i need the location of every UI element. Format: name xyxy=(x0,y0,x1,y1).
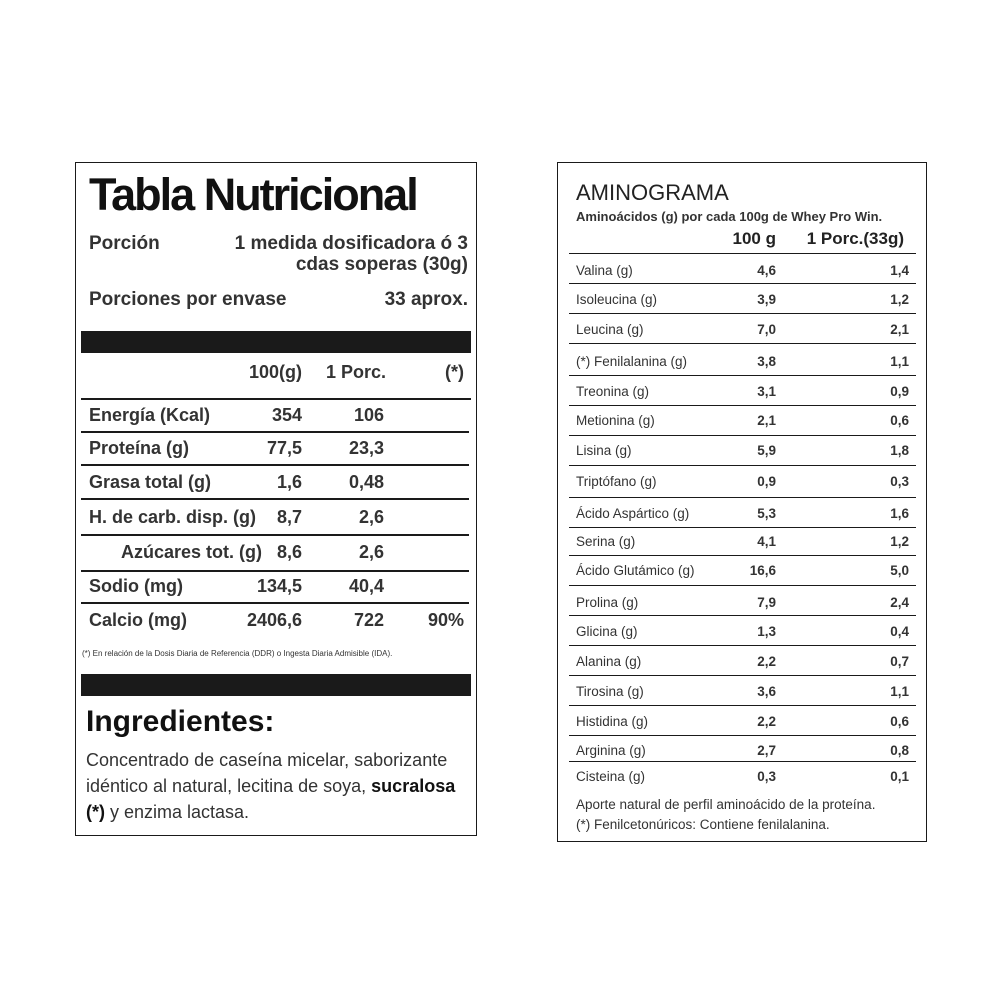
ingredients-title: Ingredientes: xyxy=(86,705,275,738)
amino-acid-per-100g: 3,1 xyxy=(757,384,776,399)
row-divider xyxy=(569,343,916,344)
row-divider xyxy=(569,555,916,556)
header-per-100g: 100(g) xyxy=(248,362,302,382)
header-percent: (*) xyxy=(445,362,464,382)
nutrient-per-portion: 2,6 xyxy=(358,507,384,527)
aminogram-panel xyxy=(557,162,927,842)
amino-acid-name: (*) Fenilalanina (g) xyxy=(576,354,688,369)
nutrient-name: Grasa total (g) xyxy=(89,472,212,492)
amino-acid-per-portion: 0,6 xyxy=(890,413,909,428)
amino-acid-per-100g: 1,3 xyxy=(757,624,776,639)
black-divider-bar xyxy=(81,331,471,353)
row-divider xyxy=(569,435,916,436)
amino-acid-per-100g: 2,2 xyxy=(757,654,776,669)
amino-acid-per-portion: 2,1 xyxy=(890,322,909,337)
amino-acid-name: Cisteina (g) xyxy=(576,769,646,784)
nutrient-name: Sodio (mg) xyxy=(89,576,183,596)
amino-acid-per-100g: 2,1 xyxy=(757,413,776,428)
row-divider xyxy=(569,527,916,528)
amino-acid-per-100g: 3,8 xyxy=(757,354,776,369)
nutrition-row xyxy=(76,434,476,464)
amino-acid-per-portion: 0,8 xyxy=(890,743,909,758)
nutrient-name: Calcio (mg) xyxy=(89,610,188,630)
row-divider xyxy=(569,735,916,736)
nutrient-percent: 90% xyxy=(427,610,464,630)
nutrient-name: Energía (Kcal) xyxy=(89,405,211,425)
aminogram-note-2: (*) Fenilcetonúricos: Contiene fenilalanina. xyxy=(576,817,830,832)
black-divider-bar xyxy=(81,674,471,696)
amino-acid-name: Metionina (g) xyxy=(576,413,655,428)
aminogram-subtitle: Aminoácidos (g) por cada 100g de Whey Pro Win. xyxy=(576,209,883,224)
amino-acid-per-100g: 2,7 xyxy=(757,743,776,758)
amino-acid-per-100g: 16,6 xyxy=(749,563,776,578)
nutrient-per-100g: 2406,6 xyxy=(246,610,302,630)
nutrition-row xyxy=(76,503,476,533)
amino-acid-per-portion: 0,4 xyxy=(890,624,909,639)
row-divider xyxy=(569,405,916,406)
nutrition-row xyxy=(76,401,476,431)
row-divider xyxy=(81,534,469,536)
row-divider xyxy=(81,498,469,500)
amino-acid-per-portion: 1,6 xyxy=(890,506,909,521)
nutrient-per-100g: 1,6 xyxy=(276,472,302,492)
aminogram-header-portion: 1 Porc.(33g) xyxy=(806,229,904,248)
amino-acid-per-portion: 2,4 xyxy=(890,595,909,610)
nutrition-row xyxy=(76,468,476,498)
servings-label: Porciones por envase xyxy=(89,289,287,310)
nutrient-per-100g: 354 xyxy=(271,405,302,425)
portion-value-line-2: cdas soperas (30g) xyxy=(295,254,468,275)
amino-acid-per-100g: 2,2 xyxy=(757,714,776,729)
nutrient-per-100g: 134,5 xyxy=(256,576,302,596)
amino-acid-per-portion: 0,9 xyxy=(890,384,909,399)
ingredients-text-part-2: y enzima lactasa. xyxy=(105,802,250,822)
amino-acid-per-100g: 4,1 xyxy=(757,534,776,549)
amino-acid-per-portion: 1,2 xyxy=(890,292,909,307)
row-divider xyxy=(569,645,916,646)
nutrient-per-portion: 23,3 xyxy=(348,438,384,458)
nutrient-per-100g: 77,5 xyxy=(266,438,302,458)
nutrient-per-portion: 2,6 xyxy=(358,542,384,562)
amino-acid-name: Lisina (g) xyxy=(576,443,632,458)
amino-acid-per-portion: 0,7 xyxy=(890,654,909,669)
amino-acid-per-portion: 0,3 xyxy=(890,474,909,489)
nutrient-per-portion: 0,48 xyxy=(348,472,384,492)
amino-acid-per-100g: 4,6 xyxy=(757,263,776,278)
amino-acid-per-100g: 3,9 xyxy=(757,292,776,307)
row-divider xyxy=(81,398,471,400)
nutrition-footnote: (*) En relación de la Dosis Diaria de Referencia (DDR) o Ingesta Diaria Admisible (IDA). xyxy=(82,649,393,658)
amino-acid-per-100g: 5,9 xyxy=(757,443,776,458)
nutrition-table-panel xyxy=(75,162,477,836)
row-divider xyxy=(569,675,916,676)
row-divider xyxy=(569,585,916,586)
amino-acid-per-100g: 7,0 xyxy=(757,322,776,337)
row-divider xyxy=(569,283,916,284)
amino-acid-per-portion: 0,6 xyxy=(890,714,909,729)
amino-acid-per-100g: 7,9 xyxy=(757,595,776,610)
row-divider xyxy=(569,375,916,376)
amino-acid-per-portion: 0,1 xyxy=(890,769,909,784)
nutrient-per-portion: 106 xyxy=(353,405,384,425)
amino-acid-name: Triptófano (g) xyxy=(576,474,657,489)
nutrient-per-100g: 8,6 xyxy=(276,542,302,562)
row-divider xyxy=(569,313,916,314)
row-divider xyxy=(569,615,916,616)
amino-acid-per-100g: 5,3 xyxy=(757,506,776,521)
row-divider xyxy=(569,465,916,466)
amino-acid-per-portion: 1,1 xyxy=(890,354,909,369)
nutrient-per-portion: 40,4 xyxy=(348,576,384,596)
ingredients-bold-sucralose: sucralosa xyxy=(371,776,456,796)
nutrition-row xyxy=(76,606,476,636)
nutrient-per-100g: 8,7 xyxy=(276,507,302,527)
amino-acid-name: Leucina (g) xyxy=(576,322,644,337)
row-divider xyxy=(569,253,916,254)
ingredients-text-part-1: Concentrado de caseína micelar, saborizante idéntico al natural, lecitina de soya, xyxy=(86,750,448,796)
amino-acid-per-portion: 1,8 xyxy=(890,443,909,458)
amino-acid-per-portion: 5,0 xyxy=(890,563,909,578)
amino-acid-name: Treonina (g) xyxy=(576,384,650,399)
amino-acid-name: Ácido Glutámico (g) xyxy=(576,563,695,578)
amino-acid-per-portion: 1,2 xyxy=(890,534,909,549)
amino-acid-name: Prolina (g) xyxy=(576,595,639,610)
nutrition-row xyxy=(76,538,476,568)
header-per-portion: 1 Porc. xyxy=(325,362,386,382)
ingredients-bold-asterisk: (*) xyxy=(86,802,105,822)
aminogram-note-1: Aporte natural de perfil aminoácido de la proteína. xyxy=(576,797,876,812)
portion-label: Porción xyxy=(89,233,160,254)
row-divider xyxy=(81,602,469,604)
amino-acid-per-100g: 0,3 xyxy=(757,769,776,784)
aminogram-title: AMINOGRAMA xyxy=(576,180,729,205)
amino-acid-name: Ácido Aspártico (g) xyxy=(576,506,690,521)
amino-acid-per-portion: 1,4 xyxy=(890,263,909,278)
row-divider xyxy=(569,761,916,762)
amino-acid-per-portion: 1,1 xyxy=(890,684,909,699)
amino-acid-per-100g: 0,9 xyxy=(757,474,776,489)
aminogram-header-100g: 100 g xyxy=(732,229,776,248)
nutrition-title: Tabla Nutricional xyxy=(89,169,417,220)
row-divider xyxy=(569,497,916,498)
amino-acid-name: Histidina (g) xyxy=(576,714,649,729)
servings-value: 33 aprox. xyxy=(384,289,468,310)
amino-acid-name: Glicina (g) xyxy=(576,624,638,639)
amino-acid-name: Valina (g) xyxy=(576,263,633,278)
ingredients-text xyxy=(86,747,472,825)
nutrition-row xyxy=(76,572,476,602)
nutrient-per-portion: 722 xyxy=(353,610,384,630)
nutrient-name: Azúcares tot. (g) xyxy=(121,542,263,562)
row-divider xyxy=(81,464,469,466)
row-divider xyxy=(569,705,916,706)
amino-acid-name: Alanina (g) xyxy=(576,654,642,669)
nutrient-name: Proteína (g) xyxy=(89,438,190,458)
amino-acid-per-100g: 3,6 xyxy=(757,684,776,699)
amino-acid-name: Serina (g) xyxy=(576,534,636,549)
amino-acid-name: Tirosina (g) xyxy=(576,684,644,699)
portion-value-line-1: 1 medida dosificadora ó 3 xyxy=(234,233,468,254)
amino-acid-name: Arginina (g) xyxy=(576,743,646,758)
amino-acid-name: Isoleucina (g) xyxy=(576,292,658,307)
row-divider xyxy=(81,431,469,433)
nutrient-name: H. de carb. disp. (g) xyxy=(89,507,257,527)
